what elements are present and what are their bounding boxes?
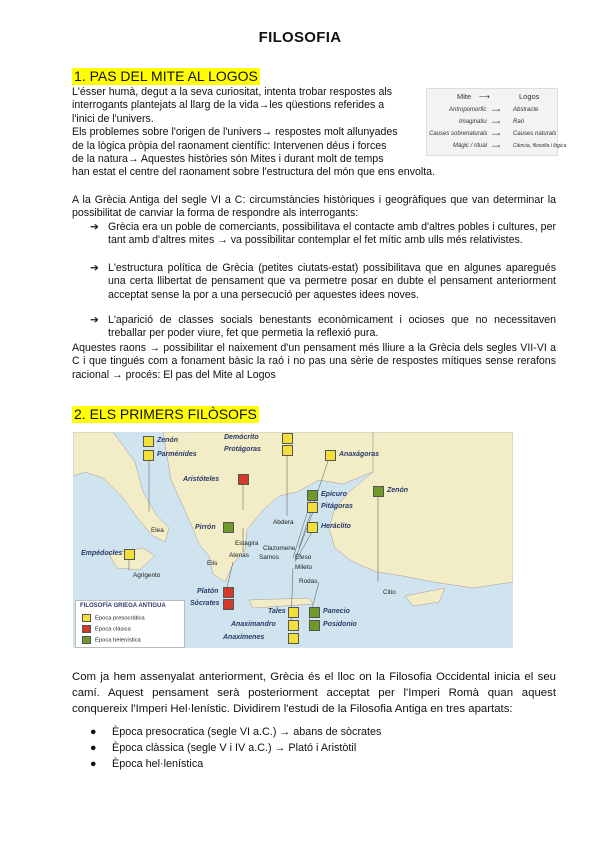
marker-hellenistic — [223, 522, 234, 533]
marker-hellenistic — [373, 486, 384, 497]
section-2-heading: 2. ELS PRIMERS FILÒSOFS — [74, 406, 257, 422]
intro-line: Els problemes sobre l'origen de l'univers→ respostes molt allunyades — [72, 126, 398, 139]
section-1-heading: 1. PAS DEL MITE AL LOGOS — [74, 68, 258, 84]
philosopher-label: Epicuro — [321, 491, 348, 498]
legend-title: FILOSOFÍA GRIEGA ANTIGUA — [80, 603, 166, 609]
list-item: ● Època clàssica (segle V i IV a.C.) → Plató i Aristòtil — [90, 742, 357, 754]
legend-swatch — [82, 625, 91, 633]
page-title: FILOSOFIA — [258, 29, 342, 46]
city-label: Rodas — [299, 578, 318, 585]
diagram-row-left: Causes sobrenaturals — [429, 131, 488, 137]
bullet-dot-icon: ● — [90, 726, 97, 738]
philosopher-label: Anaxímenes — [223, 634, 265, 641]
philosopher-label: Parménides — [157, 451, 197, 458]
diagram-row-left: Antropomorfic — [449, 107, 487, 113]
city-label: Estagira — [235, 540, 259, 547]
marker-presocratic — [325, 450, 336, 461]
philosopher-label: Platón — [197, 588, 219, 595]
marker-presocratic — [124, 549, 135, 560]
philosopher-label: Empédocles — [81, 550, 123, 557]
marker-classical — [223, 587, 234, 598]
marker-classical — [238, 474, 249, 485]
list-item: ● Època hel·lenística — [90, 758, 204, 770]
diagram-header-right: Logos — [519, 92, 540, 101]
intro-line: interrogants plantejats al llarg de la vida→les qüestions referides a — [72, 99, 385, 112]
philosopher-label: Protágoras — [224, 446, 261, 453]
bullet-text: Grècia era un poble de comerciants, possibilitava el contacte amb d'altres pobles i cultures, per tant amb d'altres mites → va possibilitar contemplar el fet mític amb ulls més relativistes. — [108, 221, 556, 247]
legend-item: Época clásica — [82, 625, 131, 633]
marker-presocratic — [288, 620, 299, 631]
marker-presocratic — [282, 445, 293, 456]
arrow-bullet-icon: ➔ — [90, 221, 99, 233]
marker-presocratic — [143, 450, 154, 461]
arrow-bullet-icon: ➔ — [90, 314, 99, 326]
diagram-row-left: Màgic / ritual — [453, 143, 488, 149]
intro-line: de la lògica pròpia del raonament científic: Intervenen déus i forces — [72, 139, 387, 152]
section-2-paragraph: Com ja hem assenyalat anteriorment, Grècia és el lloc on la Filosofia Occidental inicia el seu camí. Aquest pensament serà posteriorment acceptat per l'Imperi Romà quan aquest conquereix l'Imperi Hel·lenístic. Dividirem l'estudi de la Filosofia Antiga en tres apartats: — [72, 671, 556, 715]
marker-presocratic — [288, 633, 299, 644]
philosopher-label: Pitágoras — [321, 503, 353, 510]
list-item: ● Època presocratica (segle VI a.C.) → abans de sòcrates — [90, 726, 382, 738]
arrow-bullet-icon: ➔ — [90, 262, 99, 274]
city-label: Samos — [259, 554, 279, 561]
marker-presocratic — [288, 607, 299, 618]
philosopher-label: Demócrito — [224, 434, 259, 441]
legend-item: Época presocrática — [82, 614, 145, 622]
period-list — [90, 724, 381, 772]
marker-hellenistic — [309, 620, 320, 631]
philosopher-label: Tales — [268, 608, 286, 615]
section-1-conclusion: Aquestes raons → possibilitar el naixement d'un pensament més lliure a la Grècia dels segles VII-VI a C i que tingués com a fonament bàsic la raó i no pas una sèrie de respostes mítiques sense rerafons racional → procés: El pas del Mite al Logos — [72, 342, 556, 381]
diagram-row-left: Imaginatiu — [459, 119, 487, 125]
marker-classical — [223, 599, 234, 610]
philosopher-label: Panecio — [323, 608, 350, 615]
philosopher-label: Zenón — [157, 437, 178, 444]
philosopher-label: Heráclito — [321, 523, 351, 530]
bullet-dot-icon: ● — [90, 758, 97, 770]
city-label: Abdera — [273, 519, 294, 526]
city-label: Éfeso — [295, 554, 312, 561]
section-1-context: A la Grècia Antiga del segle VI a C: circumstàncies històriques i geogràfiques que van determinar la possibilitat de canviar la forma de respondre als interrogants: — [72, 194, 556, 220]
diagram-header-left: Mite — [457, 92, 472, 101]
bullet-item — [90, 221, 556, 248]
philosopher-label: Posidonio — [323, 621, 357, 628]
section-1-intro — [72, 86, 436, 180]
intro-line: l'inici de l'univers. — [72, 112, 154, 125]
philosopher-label: Zenón — [387, 487, 408, 494]
bullet-text: L'estructura política de Grècia (petites ciutats-estat) possibilitava que en algunes aparegués una certa llibertat de pensament que va permetre posar en dubte el pensament anteriorment acceptat sense la por a una persecució per aquestes idees noves. — [108, 262, 556, 301]
arrow-icon: ⟶ — [491, 120, 500, 126]
city-label: Elea — [151, 527, 164, 534]
marker-hellenistic — [309, 607, 320, 618]
city-label: Clazomene — [263, 545, 296, 552]
city-label: Agrigento — [133, 572, 161, 579]
bullet-item — [90, 314, 556, 341]
marker-presocratic — [307, 502, 318, 513]
philosopher-label: Aristóteles — [183, 476, 220, 483]
diagram-row-right: Abstracte — [513, 107, 539, 113]
diagram-row-right: Ciència, filosofia i lògica — [513, 143, 567, 149]
city-label: Citio — [383, 589, 396, 596]
marker-hellenistic — [307, 490, 318, 501]
philosopher-label: Anaxágoras — [339, 451, 380, 458]
arrow-icon: ⟶ — [491, 108, 500, 114]
intro-line: de la natura→ Aquestes històries són Mites i durant molt de temps — [72, 153, 384, 166]
greek-philosophers-map — [73, 432, 513, 648]
legend-swatch — [82, 614, 91, 622]
marker-presocratic — [143, 436, 154, 447]
philosopher-label: Pirrón — [195, 524, 216, 531]
city-label: Elis — [207, 560, 218, 567]
marker-presocratic — [282, 433, 293, 444]
city-label: Atenas — [229, 552, 249, 559]
philosopher-label: Anaximandro — [231, 621, 276, 628]
arrow-icon: ⟶ — [491, 144, 500, 150]
intro-line: han estat el centre del raonament sobre l'estructura del món que ens envolta. — [72, 166, 436, 179]
bullet-item — [90, 262, 556, 302]
map-legend — [75, 600, 185, 648]
marker-presocratic — [307, 522, 318, 533]
intro-line: L'ésser humà, degut a la seva curiositat, intenta trobar respostes als — [72, 86, 393, 98]
mite-logos-diagram — [426, 88, 567, 156]
philosopher-label: Sócrates — [190, 600, 220, 607]
arrow-icon: ⟶ — [491, 132, 500, 138]
legend-item: Época helenística — [82, 636, 141, 644]
legend-swatch — [82, 636, 91, 644]
arrow-icon: ⟶ — [479, 92, 490, 101]
diagram-row-right: Causes naturals — [513, 131, 557, 137]
diagram-row-right: Raó — [513, 119, 525, 125]
bullet-dot-icon: ● — [90, 742, 97, 754]
city-label: Mileto — [295, 564, 313, 571]
bullet-text: L'aparició de classes socials benestants econòmicament i ocioses que no necessitaven treballar per poder viure, fet que permetia la reflexió pura. — [108, 314, 556, 340]
